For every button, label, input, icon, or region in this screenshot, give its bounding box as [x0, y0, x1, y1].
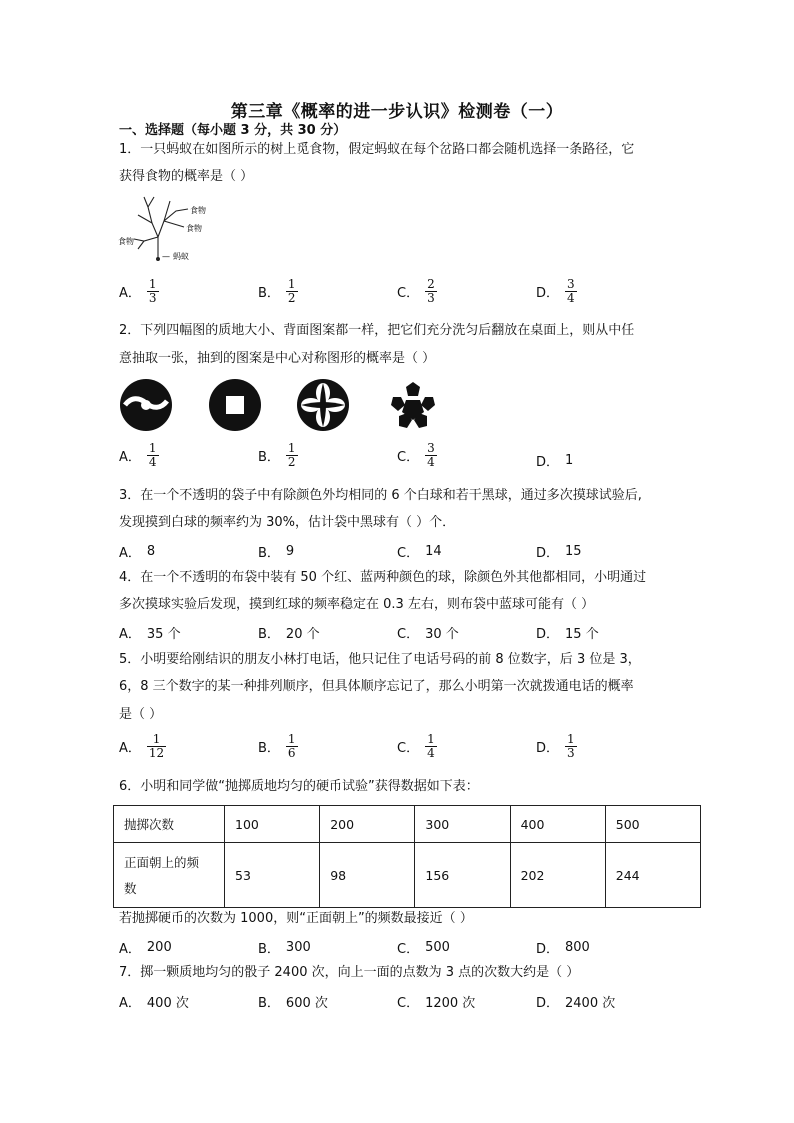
q6-option-d[interactable]: D． 800 — [536, 940, 590, 957]
q5-stem-line1: 5．小明要给刚结识的朋友小林打电话，他只记住了电话号码的前 8 位数字，后 3 位是 3， — [119, 652, 641, 667]
q2-option-a[interactable]: A． $\frac{1}{4}$ — [119, 441, 157, 469]
section-heading: 一、选择题（每小题 3 分，共 30 分） — [119, 123, 347, 138]
coin-frequency-table — [113, 805, 701, 908]
q5-option-b[interactable]: B． $\frac{1}{6}$ — [258, 732, 296, 760]
table-cell: 300 — [415, 806, 510, 843]
table-header-cell: 抛掷次数 — [114, 806, 225, 843]
q4-option-c[interactable]: C． 30 个 — [397, 627, 459, 642]
pattern-four-petal-icon — [296, 378, 350, 432]
table-cell: 400 — [510, 806, 605, 843]
q7-option-a[interactable]: A． 400 次 — [119, 996, 189, 1011]
q5-option-d[interactable]: D． $\frac{1}{3}$ — [536, 732, 575, 760]
food-label-1: 食物 — [190, 206, 206, 215]
q2-stem-line2: 意抽取一张，抽到的图案是中心对称图形的概率是（ ） — [119, 351, 436, 366]
food-label-2: 食物 — [186, 224, 202, 233]
ant-label: 蚂蚁 — [173, 252, 189, 261]
table-cell: 200 — [320, 806, 415, 843]
page-title: 第三章《概率的进一步认识》检测卷（一） — [230, 102, 564, 122]
q3-option-a[interactable]: A． 8 — [119, 544, 156, 561]
q5-stem-line3: 是（ ） — [119, 707, 163, 722]
pattern-square-hole-icon — [208, 378, 262, 432]
q2-option-d[interactable]: D． 1 — [536, 453, 574, 470]
ant-tree-figure — [118, 193, 218, 265]
table-cell: 98 — [320, 843, 415, 908]
q3-option-c[interactable]: C． 14 — [397, 544, 442, 561]
q1-option-b[interactable]: B． $\frac{1}{2}$ — [258, 277, 296, 305]
table-cell: 244 — [605, 843, 700, 908]
q6-stem-line1: 6．小明和同学做“抛掷质地均匀的硬币试验”获得数据如下表： — [119, 779, 479, 794]
q4-option-d[interactable]: D． 15 个 — [536, 627, 599, 642]
q5-option-a[interactable]: A． $\frac{1}{12}$ — [119, 732, 165, 760]
q4-stem-line1: 4．在一个不透明的布袋中装有 50 个红、蓝两种颜色的球，除颜色外其他都相同，小明通过 — [119, 570, 647, 585]
q1-stem-line2: 获得食物的概率是（ ） — [119, 169, 254, 184]
q3-stem-line1: 3．在一个不透明的袋子中有除颜色外均相同的 6 个白球和若干黑球，通过多次摸球试验后, — [119, 488, 642, 503]
table-cell: 100 — [225, 806, 320, 843]
table-cell: 500 — [605, 806, 700, 843]
q2-option-b[interactable]: B． $\frac{1}{2}$ — [258, 441, 296, 469]
q3-option-d[interactable]: D． 15 — [536, 544, 582, 561]
q3-stem-line2: 发现摸到白球的频率约为 30%，估计袋中黑球有（ ）个． — [119, 515, 456, 530]
q2-option-c[interactable]: C． $\frac{3}{4}$ — [397, 441, 435, 469]
table-cell: 202 — [510, 843, 605, 908]
q6-option-b[interactable]: B． 300 — [258, 940, 311, 957]
q1-stem-line1: 1．一只蚂蚁在如图所示的树上觅食物，假定蚂蚁在每个岔路口都会随机选择一条路径，它 — [119, 142, 635, 157]
pattern-pentagon-flower-icon — [386, 378, 440, 432]
q5-stem-line2: 6，8 三个数字的某一种排列顺序，但具体顺序忘记了，那么小明第一次就拨通电话的概率 — [119, 679, 634, 694]
pattern-swirl-icon — [119, 378, 173, 432]
q1-option-c[interactable]: C． $\frac{2}{3}$ — [397, 277, 435, 305]
q5-option-c[interactable]: C． $\frac{1}{4}$ — [397, 732, 435, 760]
q4-option-a[interactable]: A． 35 个 — [119, 627, 181, 642]
q7-option-d[interactable]: D． 2400 次 — [536, 996, 616, 1011]
q6-stem-line2: 若抛掷硬币的次数为 1000，则“正面朝上”的频数最接近（ ） — [119, 911, 473, 926]
q6-option-a[interactable]: A． 200 — [119, 940, 172, 957]
q1-option-d[interactable]: D． $\frac{3}{4}$ — [536, 277, 575, 305]
q7-stem-line1: 7．掷一颗质地均匀的骰子 2400 次，向上一面的点数为 3 点的次数大约是（ ） — [119, 965, 580, 980]
table-row — [114, 806, 701, 843]
table-cell: 53 — [225, 843, 320, 908]
table-header-cell: 正面朝上的频 数 — [114, 843, 225, 908]
table-cell: 156 — [415, 843, 510, 908]
food-label-3: 食物 — [118, 237, 134, 246]
q1-option-a[interactable]: A． $\frac{1}{3}$ — [119, 277, 157, 305]
q7-option-b[interactable]: B． 600 次 — [258, 996, 328, 1011]
q2-stem-line1: 2．下列四幅图的质地大小、背面图案都一样，把它们充分洗匀后翻放在桌面上，则从中任 — [119, 323, 635, 338]
q6-option-c[interactable]: C． 500 — [397, 940, 450, 957]
q4-stem-line2: 多次摸球实验后发现，摸到红球的频率稳定在 0.3 左右，则布袋中蓝球可能有（ ） — [119, 597, 595, 612]
q4-option-b[interactable]: B． 20 个 — [258, 627, 320, 642]
svg-text:—: — — [162, 252, 170, 261]
table-row — [114, 843, 701, 908]
q7-option-c[interactable]: C． 1200 次 — [397, 996, 476, 1011]
q3-option-b[interactable]: B． 9 — [258, 544, 295, 561]
